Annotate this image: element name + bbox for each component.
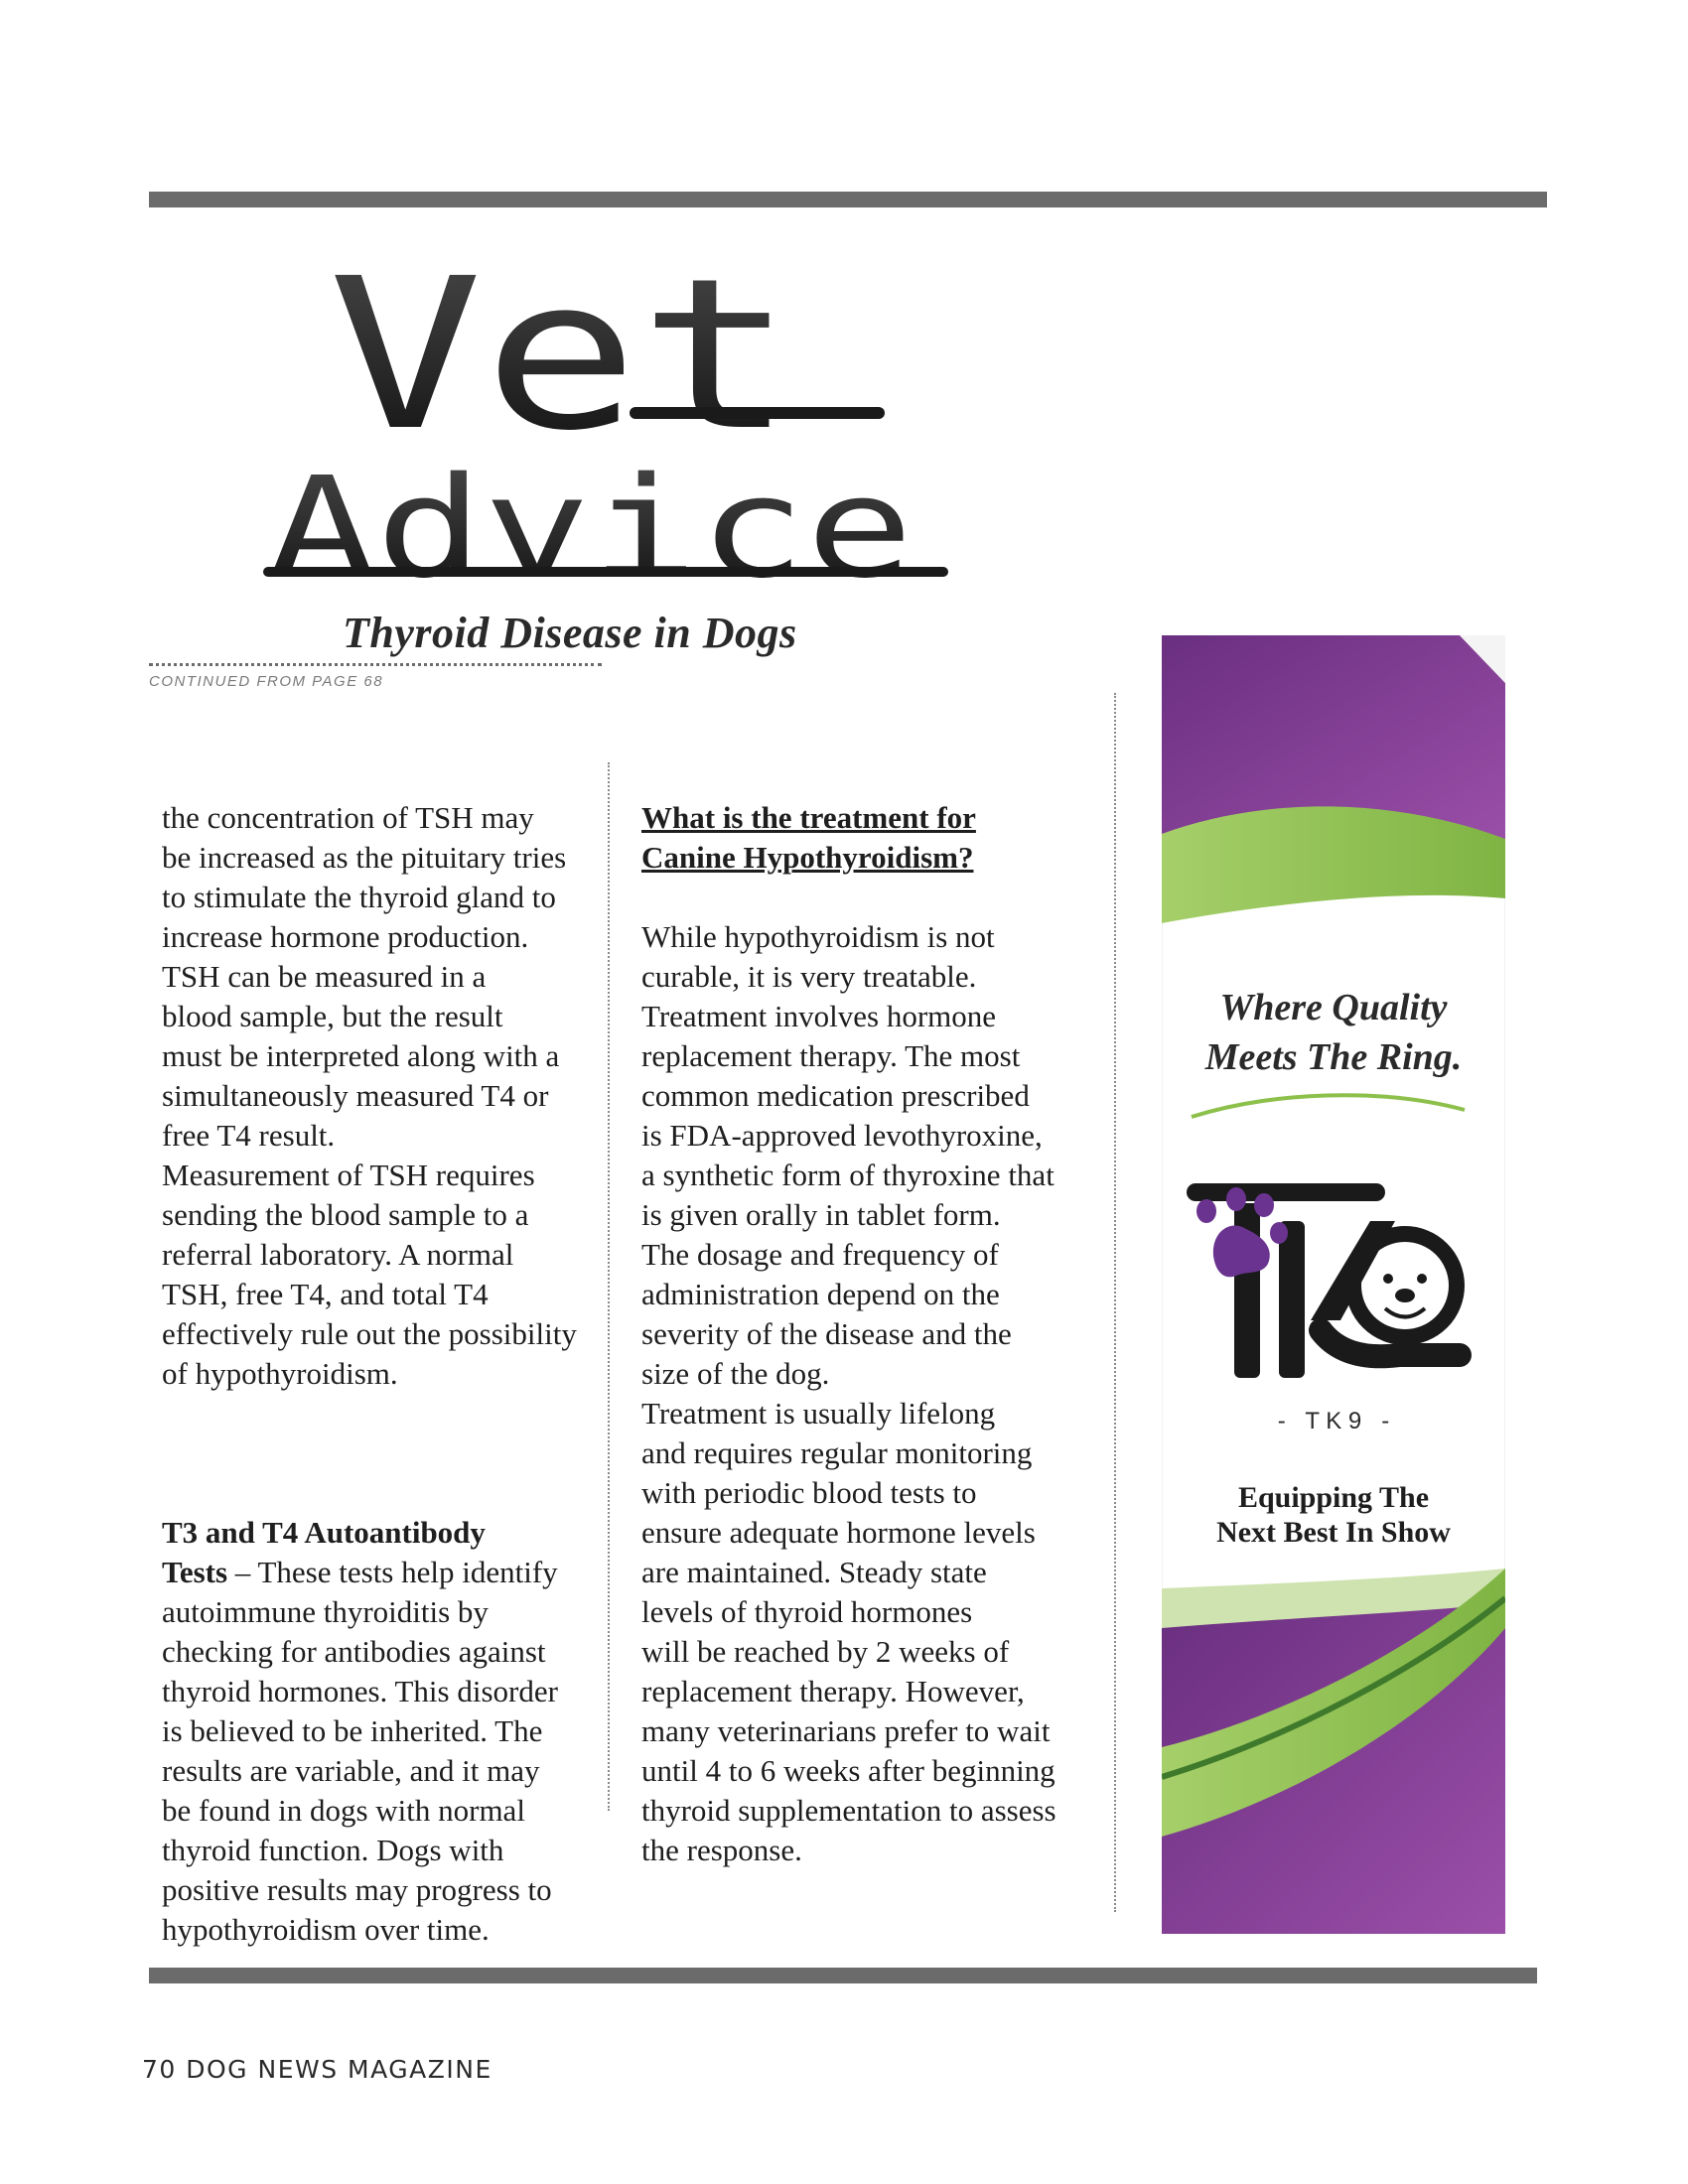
bottom-rule [149,1968,1537,1983]
subtitle-dotted-rule [149,663,602,666]
page-footer: 70 DOG NEWS MAGAZINE [142,2055,492,2084]
logo-line-2: Advice [268,448,914,596]
paragraph-gap [162,1433,609,1473]
continued-note: CONTINUED FROM PAGE 68 [149,673,384,690]
autoantibody-text: – These tests help identify autoimmune thyroiditis by checking for antibodies against thyroid hormones. This disorder is believed to be inherited. The results are variable, and it may be found in dogs with normal thyroid function. Dogs with positive results may progress to hypothyroidism over time. [162,1555,558,1947]
ad-slogan-line-2: Next Best In Show [1216,1516,1451,1549]
tk9-advertisement [1162,635,1505,1934]
logo-line-1: Vet [328,238,794,477]
column-divider-2 [1114,693,1116,1912]
column-divider-1 [608,762,610,1811]
treatment-heading: What is the treatment for Canine Hypothyroidism? [641,800,976,875]
autoantibody-heading: T3 and T4 Autoantibody Tests [162,1515,486,1589]
vet-advice-logo [248,238,983,596]
column1-paragraph-2 [162,1513,609,1950]
ad-tagline-line-2: Meets The Ring. [1204,1036,1463,1078]
column1-paragraph-1: the concentration of TSH may be increased as the pituitary tries to stimulate the thyroid gland to increase hormone production. TSH can be measured in a blood sample, but the result must be interpreted along with a simultaneously measured T4 or free T4 result. Measurement of TSH requires sending the blood sample to a referral laboratory. A normal TSH, free T4, and total T4 effectively rule out the possibility of hypothyroidism. [162,800,577,1391]
ad-tagline-line-1: Where Quality [1219,987,1448,1028]
ad-slogan-line-1: Equipping The [1237,1481,1430,1514]
article-column-1 [162,758,609,1989]
top-rule [149,192,1547,207]
article-column-2 [641,758,1108,1910]
article-subtitle: Thyroid Disease in Dogs [343,609,797,657]
ad-brand-name: - T K 9 - [1277,1408,1390,1434]
treatment-paragraph: While hypothyroidism is not curable, it is very treatable. Treatment involves hormone replacement therapy. The most common medication prescribed is FDA-approved levothyroxine, a synthetic form of thyroxine that is given orally in tablet form. The dosage and frequency of administration depend on the severity of the disease and the size of the dog. Treatment is usually lifelong and requires regular monitoring with periodic blood tests to ensure adequate hormone levels are maintained. Steady state levels of thyroid hormones will be reached by 2 weeks of replacement therapy. However, many veterinarians prefer to wait until 4 to 6 weeks after beginning thyroid supplementation to assess the response. [641,919,1056,1867]
